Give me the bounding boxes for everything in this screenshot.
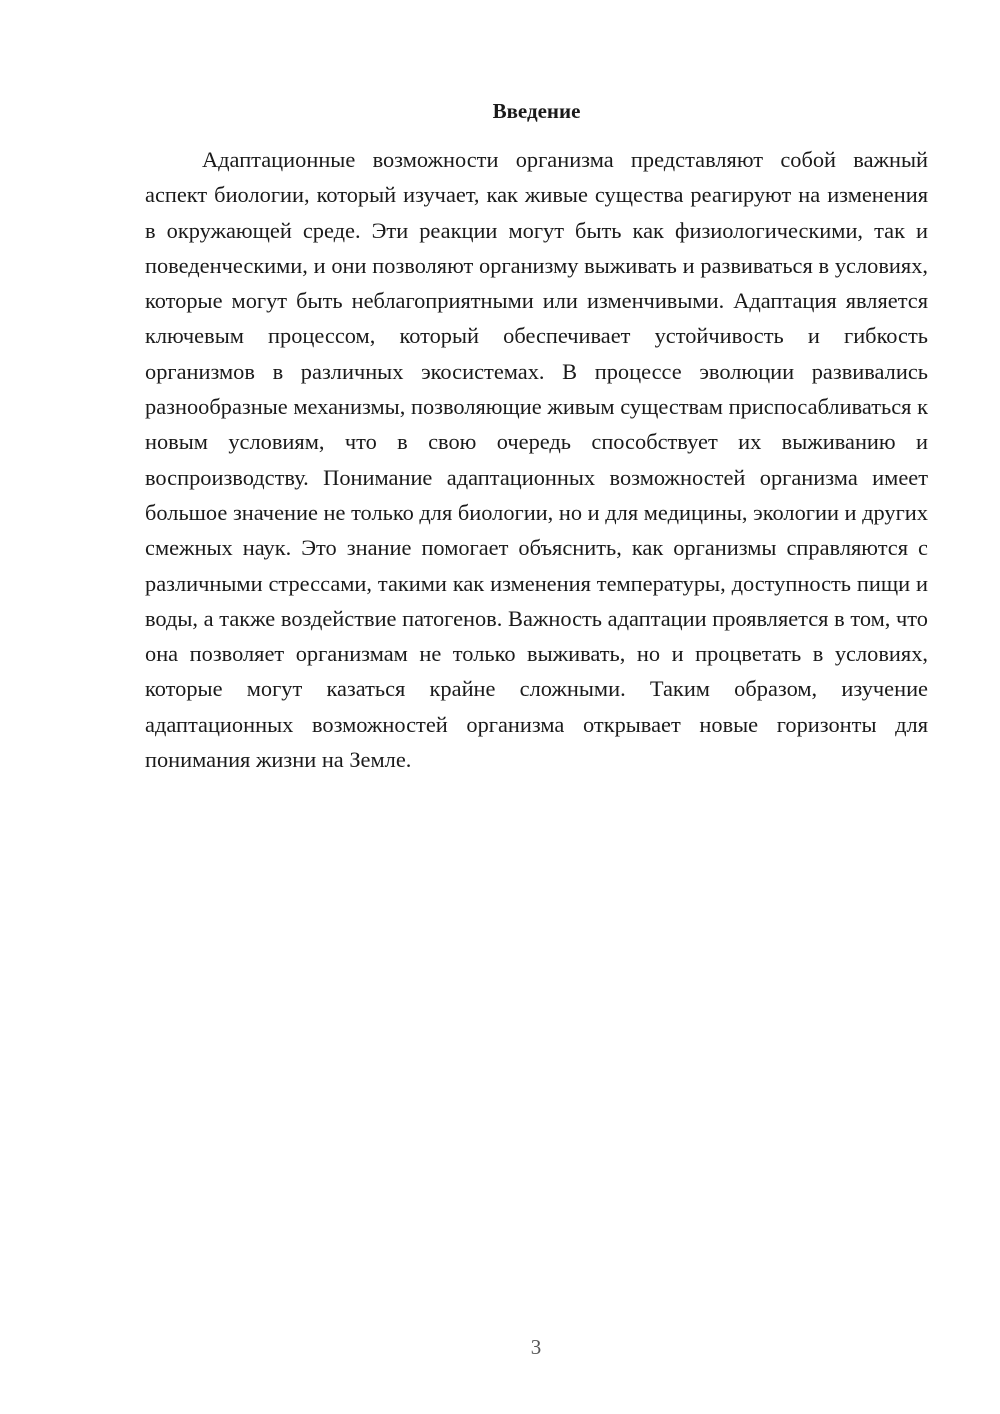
body-paragraph: Адаптационные возможности организма представляют собой важный аспект биологии, который изучает, как живые существа реагируют на изменения в окружающей среде. Эти реакции могут быть как физиологическими, так и поведенческими, и они позволяют организму выживать и развиваться в условиях, которые могут быть неблагоприятными или изменчивыми. Адаптация является ключевым процессом, который обеспечивает устойчивость и гибкость организмов в различных экосистемах. В процессе эволюции развивались разнообразные механизмы, позволяющие живым существам приспосабливаться к новым условиям, что в свою очередь способствует их выживанию и воспроизводству. Понимание адаптационных возможностей организма имеет большое значение не только для биологии, но и для медицины, экологии и других смежных наук. Это знание помогает объяснить, как организмы справляются с различными стрессами, такими как изменения температуры, доступность пищи и воды, а также воздействие патогенов. Важность адаптации проявляется в том, что она позволяет организмам не только выживать, но и процветать в условиях, которые могут казаться крайне сложными. Таким образом, изучение адаптационных возможностей организма открывает новые горизонты для понимания жизни на Земле. [145,147,928,773]
section-heading: Введение [492,99,581,123]
page-number: 3 [530,1335,542,1359]
